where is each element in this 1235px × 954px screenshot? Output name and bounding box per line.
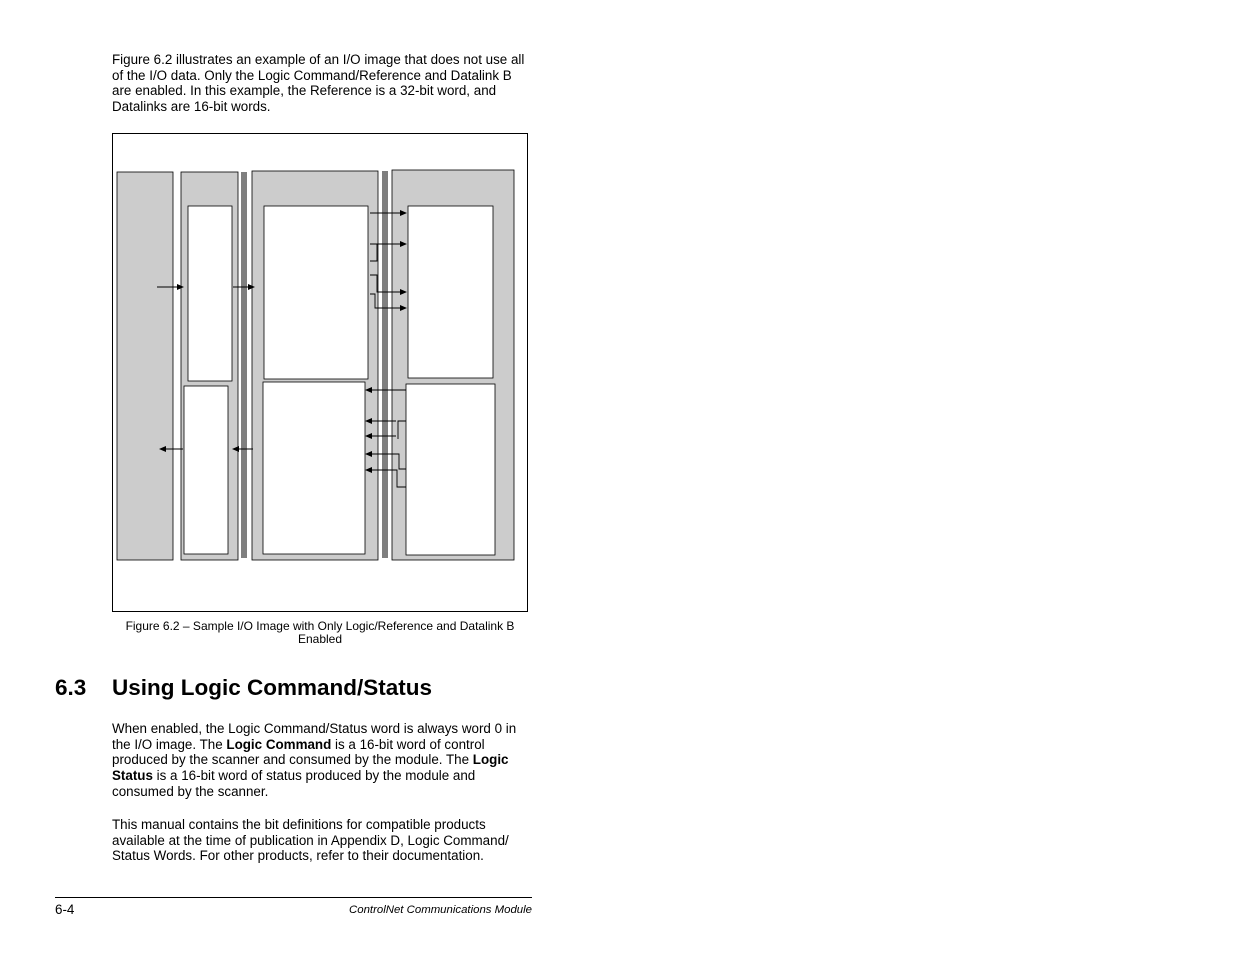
section-heading bbox=[55, 675, 432, 701]
figure-caption: Figure 6.2 – Sample I/O Image with Only Logic/Reference and Datalink B Enabled bbox=[125, 619, 515, 646]
intro-paragraph: Figure 6.2 illustrates an example of an I/O image that does not use all of the I/O data. Only the Logic Command/Reference and Datalink B are enabled. In this example, the Reference is a 32-bit word, and Datalinks are 16-bit words. bbox=[112, 52, 525, 115]
drive-input-box bbox=[406, 384, 495, 555]
paragraph-text: is a 16-bit word of control produced by the scanner and consumed by the module. The bbox=[112, 736, 485, 768]
scanner-panel bbox=[117, 172, 173, 560]
page-number: 6-4 bbox=[55, 902, 75, 917]
module-output-box bbox=[264, 206, 368, 379]
bus-bar-left bbox=[241, 172, 247, 558]
drive-output-box bbox=[408, 206, 493, 378]
logic-command-paragraph bbox=[112, 721, 532, 800]
paragraph-text: When enabled, the Logic Command/Status word is always word 0 in the I/O image. The bbox=[112, 721, 517, 752]
paragraph-text: is a 16-bit word of status produced by the module and consumed by the scanner. bbox=[112, 768, 476, 799]
output-image-box bbox=[188, 206, 232, 381]
footer-title: ControlNet Communications Module bbox=[349, 904, 532, 916]
module-input-box bbox=[263, 382, 365, 554]
io-image-figure bbox=[112, 133, 528, 612]
bus-bar-right bbox=[382, 171, 388, 558]
logic-status-term: Logic Status bbox=[112, 752, 509, 784]
footer-divider bbox=[55, 897, 532, 898]
logic-command-term: Logic Command bbox=[226, 736, 332, 752]
section-number: 6.3 bbox=[55, 675, 87, 700]
input-image-box bbox=[184, 386, 228, 554]
bit-definitions-paragraph: This manual contains the bit definitions for compatible products available at the time of publication in Appendix D, Logic Command/ Status Words. For other products, refer to their documentation. bbox=[112, 817, 509, 864]
section-title: Using Logic Command/Status bbox=[112, 675, 433, 700]
io-image-diagram bbox=[113, 134, 529, 613]
